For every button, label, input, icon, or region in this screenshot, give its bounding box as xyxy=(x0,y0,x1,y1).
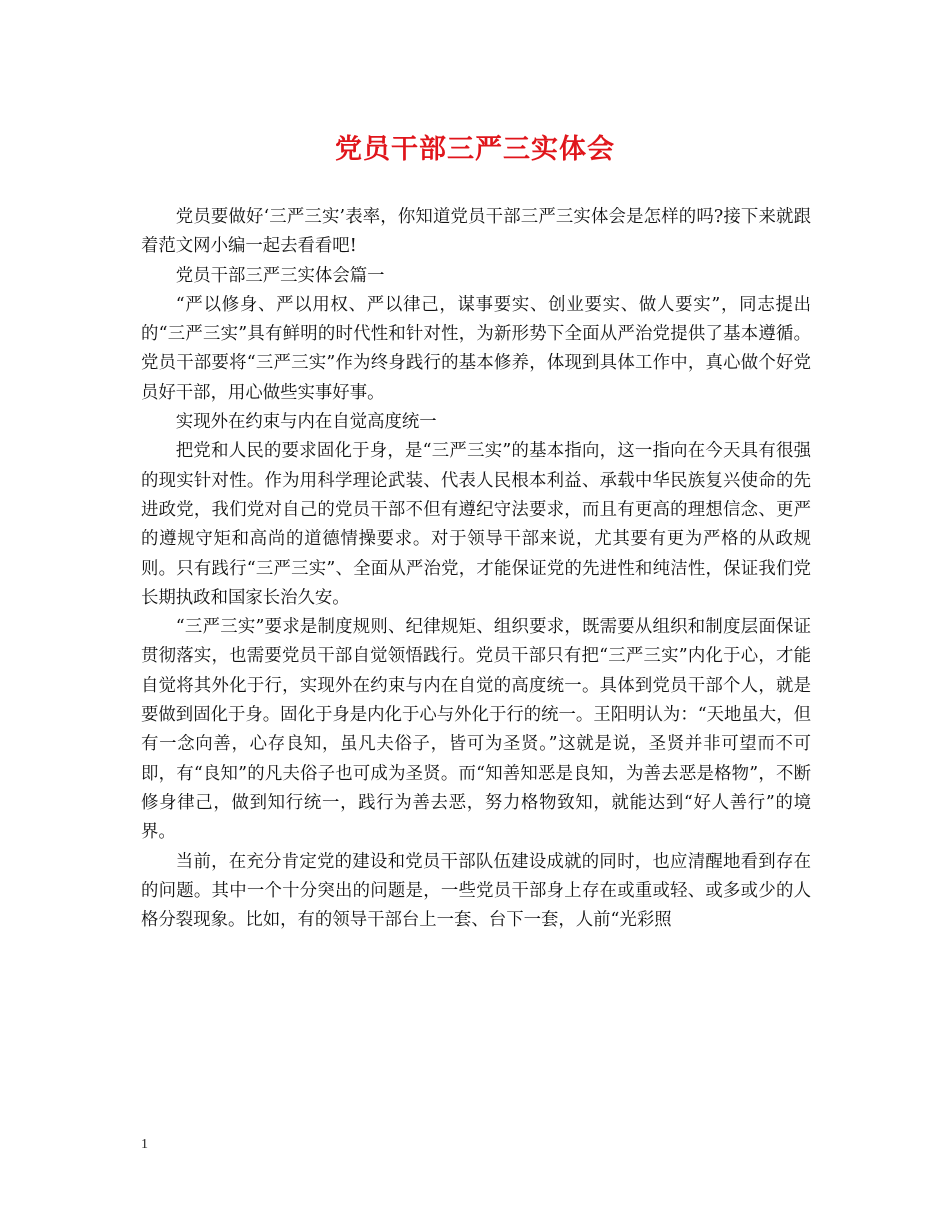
section-heading-1: 党员干部三严三实体会篇一 xyxy=(175,265,385,286)
paragraph-intro: 党员要做好‘三严三实’表率，你知道党员干部三严三实体会是怎样的吗?接下来就跟着范文网小编一起去看看吧! xyxy=(141,207,811,257)
document-body xyxy=(141,203,811,935)
section-heading-2: 实现外在约束与内在自觉高度统一 xyxy=(175,412,437,433)
paragraph-3: “三严三实”要求是制度规则、纪律规矩、组织要求，既需要从组织和制度层面保证贯彻落实，也需要党员干部自觉领悟践行。党员干部只有把“三严三实”内化于心，才能自觉将其外化于行，实现外在约束与内在自觉的高度统一。具体到党员干部个人，就是要做到固化于身。固化于身是内化于心与外化于行的统一。王阳明认为：“天地虽大，但有一念向善，心存良知，虽凡夫俗子，皆可为圣贤。”这就是说，圣贤并非可望而不可即，有“良知”的凡夫俗子也可成为圣贤。而“知善知恶是良知，为善去恶是格物”，不断修身律己，做到知行统一，践行为善去恶，努力格物致知，就能达到“好人善行”的境界。 xyxy=(141,617,811,843)
paragraph-4: 当前，在充分肯定党的建设和党员干部队伍建设成就的同时，也应清醒地看到存在的问题。其中一个十分突出的问题是，一些党员干部身上存在或重或轻、或多或少的人格分裂现象。比如，有的领导干部台上一套、台下一套，人前“光彩照 xyxy=(141,851,811,931)
document-title: 党员干部三严三实体会 xyxy=(335,134,615,165)
page-number: 1 xyxy=(141,1137,148,1152)
paragraph-1: “严以修身、严以用权、严以律己，谋事要实、创业要实、做人要实”，同志提出的“三严三实”具有鲜明的时代性和针对性，为新形势下全面从严治党提供了基本遵循。党员干部要将“三严三实”作为终身践行的基本修养，体现到具体工作中，真心做个好党员好干部，用心做些实事好事。 xyxy=(141,294,811,403)
paragraph-2: 把党和人民的要求固化于身，是“三严三实”的基本指向，这一指向在今天具有很强的现实针对性。作为用科学理论武装、代表人民根本利益、承载中华民族复兴使命的先进政党，我们党对自己的党员干部不但有遵纪守法要求，而且有更高的理想信念、更严的遵规守矩和高尚的道德情操要求。对于领导干部来说，尤其要有更为严格的从政规则。只有践行“三严三实”、全面从严治党，才能保证党的先进性和纯洁性，保证我们党长期执政和国家长治久安。 xyxy=(141,441,811,608)
